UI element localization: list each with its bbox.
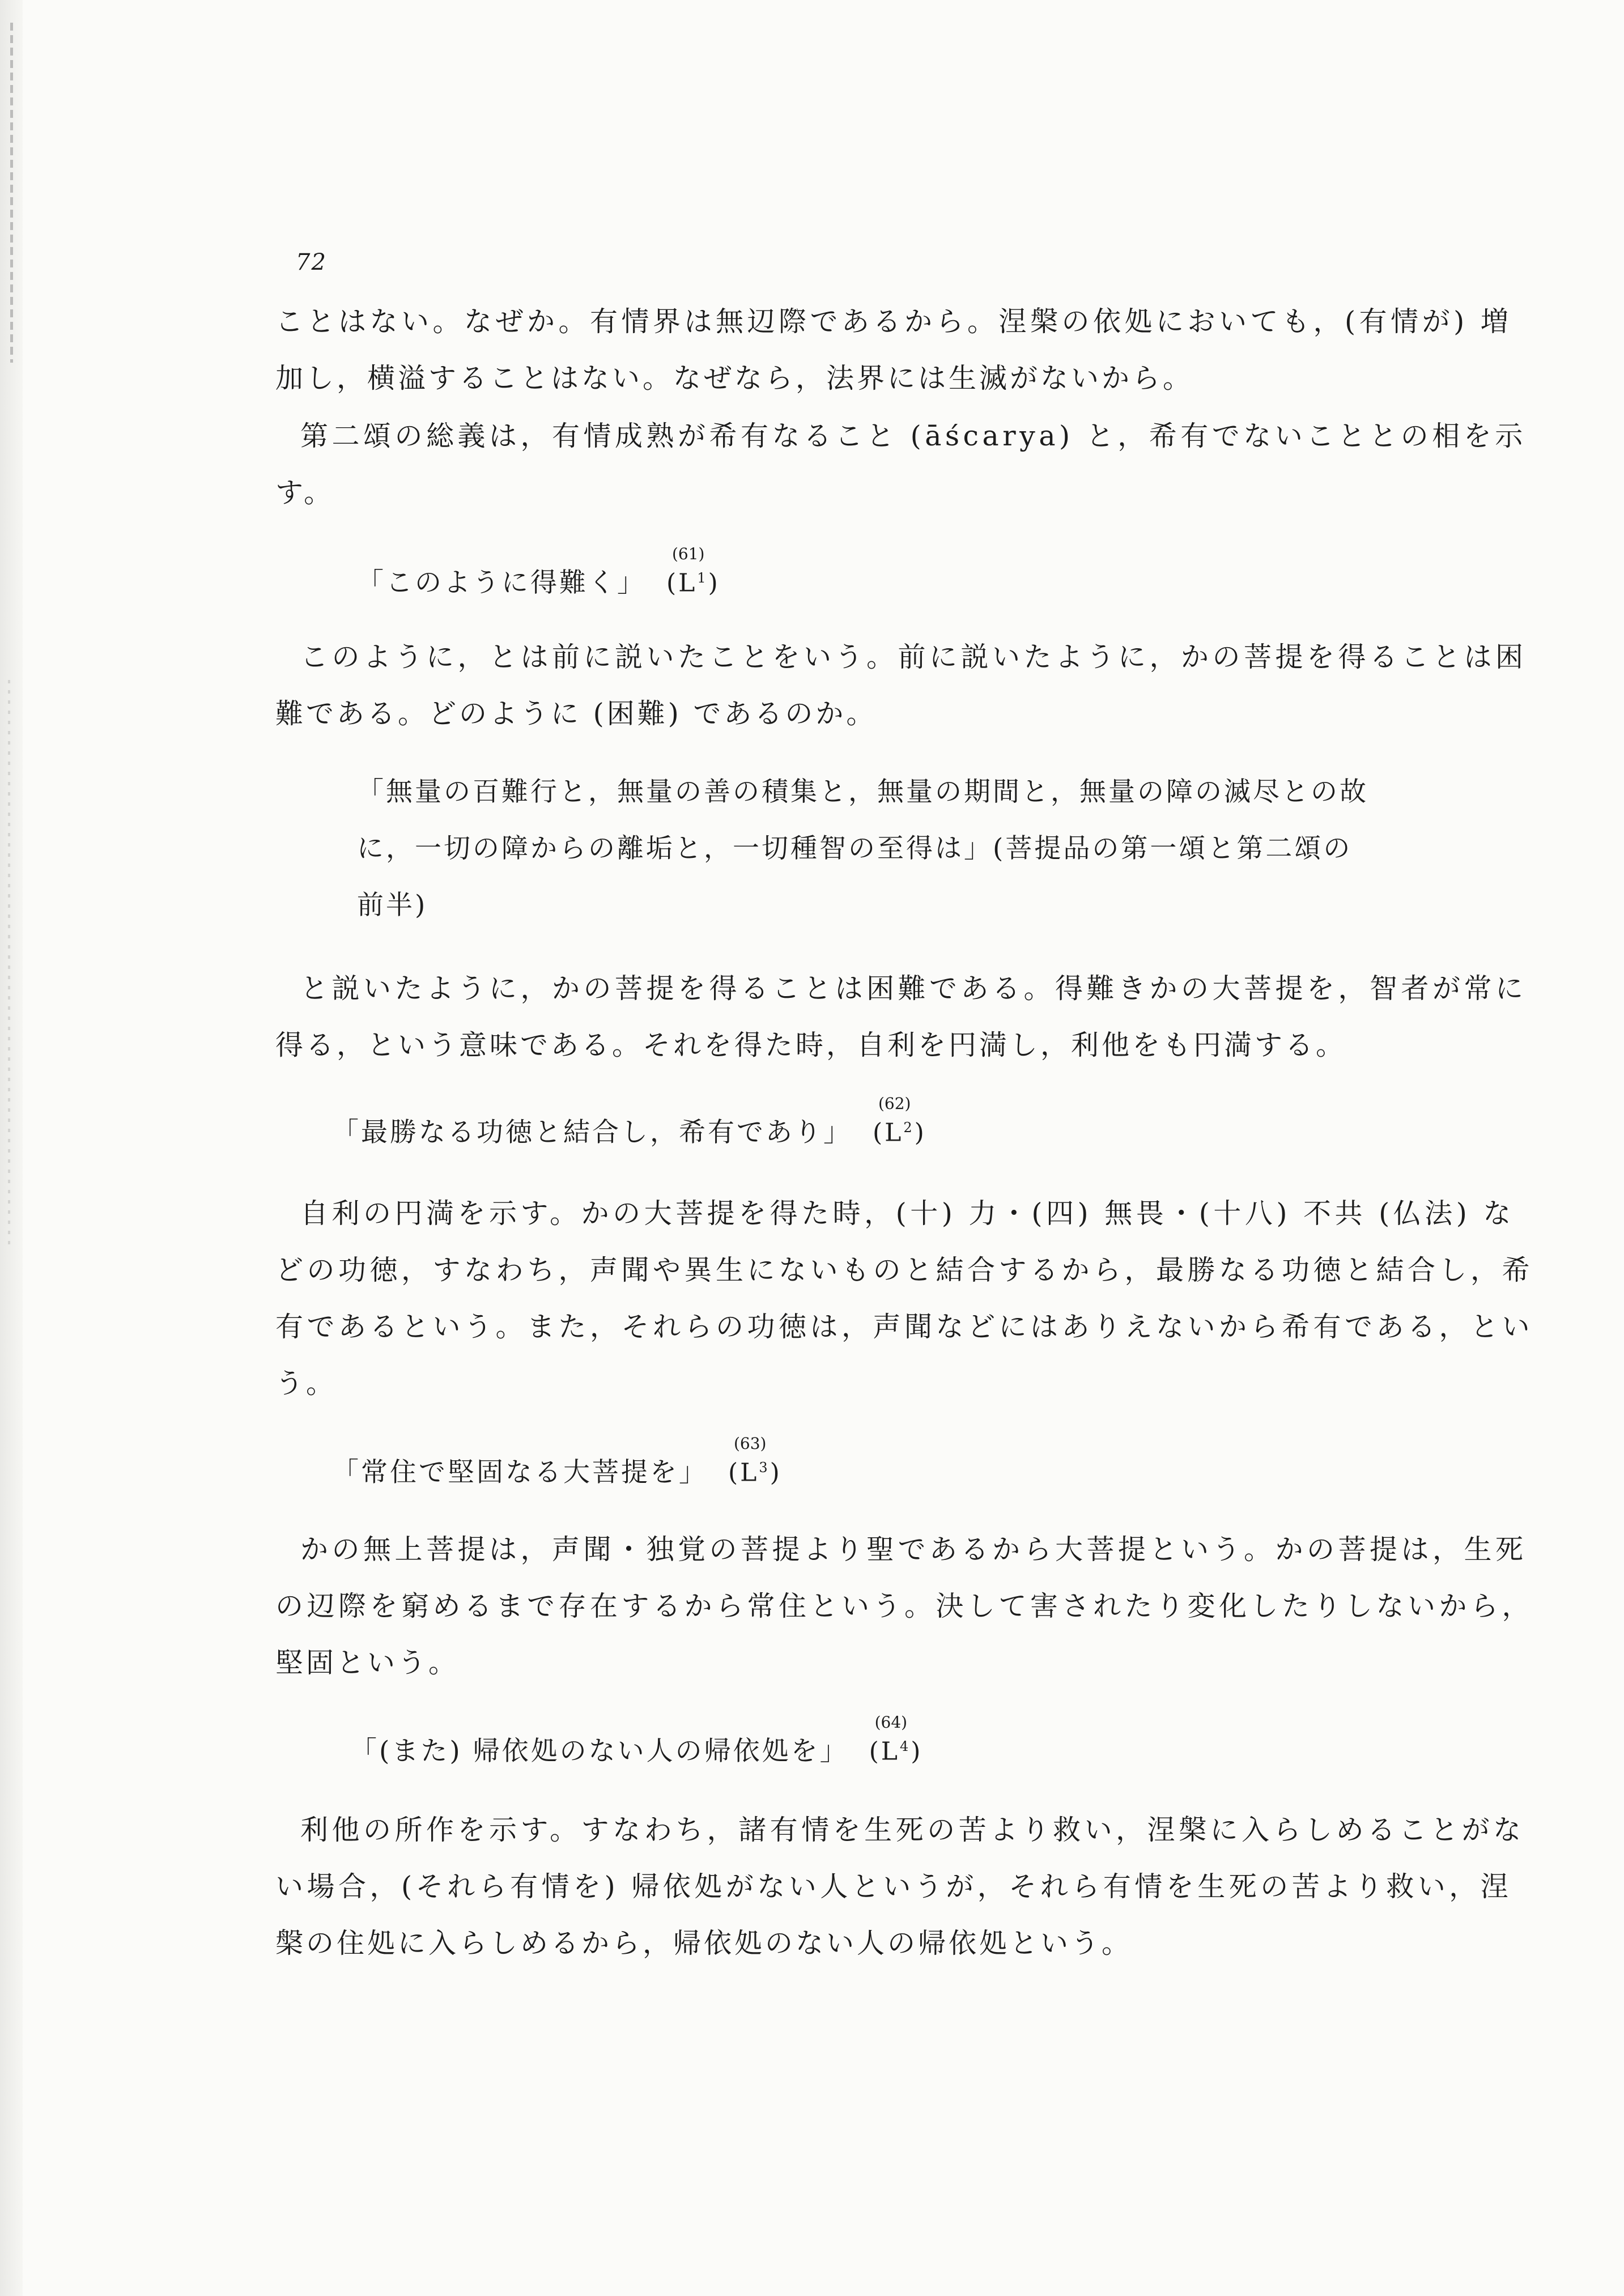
line-label-index: 1	[697, 570, 708, 586]
quote-line: 「無量の百難行と，無量の善の積集と，無量の期間と，無量の障の滅尽との故	[357, 776, 1368, 807]
verse-line	[350, 1713, 923, 1769]
footnote-ref: (61) $(L^1)$	[666, 561, 720, 601]
page-number: 72	[296, 249, 327, 275]
text-line: ことはない。なぜか。有情界は無辺際であるから。涅槃の依処においても，(有情が) 増	[275, 305, 1512, 338]
text-line: どの功徳，すなわち，声聞や異生にないものと結合するから，最勝なる功徳と結合し，希	[275, 1254, 1534, 1286]
footnote-number: (64)	[874, 1713, 908, 1732]
text-line: と説いたように，かの菩提を得ることは困難である。得難きかの大菩提を，智者が常に	[300, 972, 1527, 1005]
text-line: い場合，(それら有情を) 帰依処がない人というが，それら有情を生死の苦より救い，涅	[275, 1870, 1512, 1903]
verse-line	[332, 1094, 926, 1150]
footnote-ref: (63) $(L^3)$	[728, 1451, 782, 1490]
text-line: 加し，横溢することはない。なぜなら，法界には生滅がないから。	[275, 362, 1194, 394]
text-line: す。	[275, 477, 335, 509]
verse-line	[357, 545, 720, 601]
footnote-ref: (62) $(L^2)$	[873, 1111, 926, 1150]
text-line: の辺際を窮めるまで存在するから常住という。決して害されたり変化したりしないから，	[275, 1590, 1534, 1622]
footnote-number: (62)	[878, 1094, 911, 1113]
line-label-index: 2	[903, 1120, 915, 1136]
text-line: 槃の住処に入らしめるから，帰依処のない人の帰依処という。	[275, 1927, 1133, 1959]
line-label: L	[881, 1737, 900, 1766]
quote-line: 前半)	[357, 890, 428, 921]
text-line: かの無上菩提は，声聞・独覚の菩提より聖であるから大菩提という。かの菩提は，生死	[300, 1533, 1527, 1566]
line-label: L	[678, 568, 698, 598]
verse-text: 「(また) 帰依処のない人の帰依処を」	[350, 1735, 849, 1767]
line-label-index: 4	[900, 1738, 911, 1754]
text-line: 得る，という意味である。それを得た時，自利を円満し，利他をも円満する。	[275, 1029, 1347, 1061]
footnote-number: (61)	[672, 545, 705, 563]
line-label-index: 3	[759, 1460, 770, 1476]
text-line: 有であるという。また，それらの功徳は，声聞などにはありえないから希有である，とい	[275, 1311, 1534, 1343]
text-line: 第二頌の総義は，有情成熟が希有なること (āścarya) と，希有でないこととの相を示	[300, 420, 1527, 452]
text-line: 堅固という。	[275, 1647, 460, 1679]
verse-line	[332, 1434, 782, 1490]
footnote-number: (63)	[734, 1434, 767, 1453]
quote-line: に，一切の障からの離垢と，一切種智の至得は」(菩提品の第一頌と第二頌の	[357, 833, 1353, 864]
verse-text: 「最勝なる功徳と結合し，希有であり」	[332, 1116, 852, 1148]
text-line: う。	[275, 1367, 337, 1400]
text-line: 難である。どのように (困難) であるのか。	[275, 698, 877, 730]
text-line: このように，とは前に説いたことをいう。前に説いたように，かの菩提を得ることは困	[300, 641, 1527, 673]
verse-text: 「このように得難く」	[357, 567, 646, 598]
text-line: 自利の円満を示す。かの大菩提を得た時，(十) 力・(四) 無畏・(十八) 不共 (仏法) な	[300, 1197, 1515, 1230]
text-line: 利他の所作を示す。すなわち，諸有情を生死の苦より救い，涅槃に入らしめることがな	[300, 1814, 1525, 1846]
footnote-ref: (64) $(L^4)$	[869, 1729, 923, 1769]
verse-text: 「常住で堅固なる大菩提を」	[332, 1456, 708, 1488]
scan-edge	[0, 0, 23, 2296]
line-label: L	[885, 1118, 904, 1147]
line-label: L	[740, 1458, 759, 1487]
